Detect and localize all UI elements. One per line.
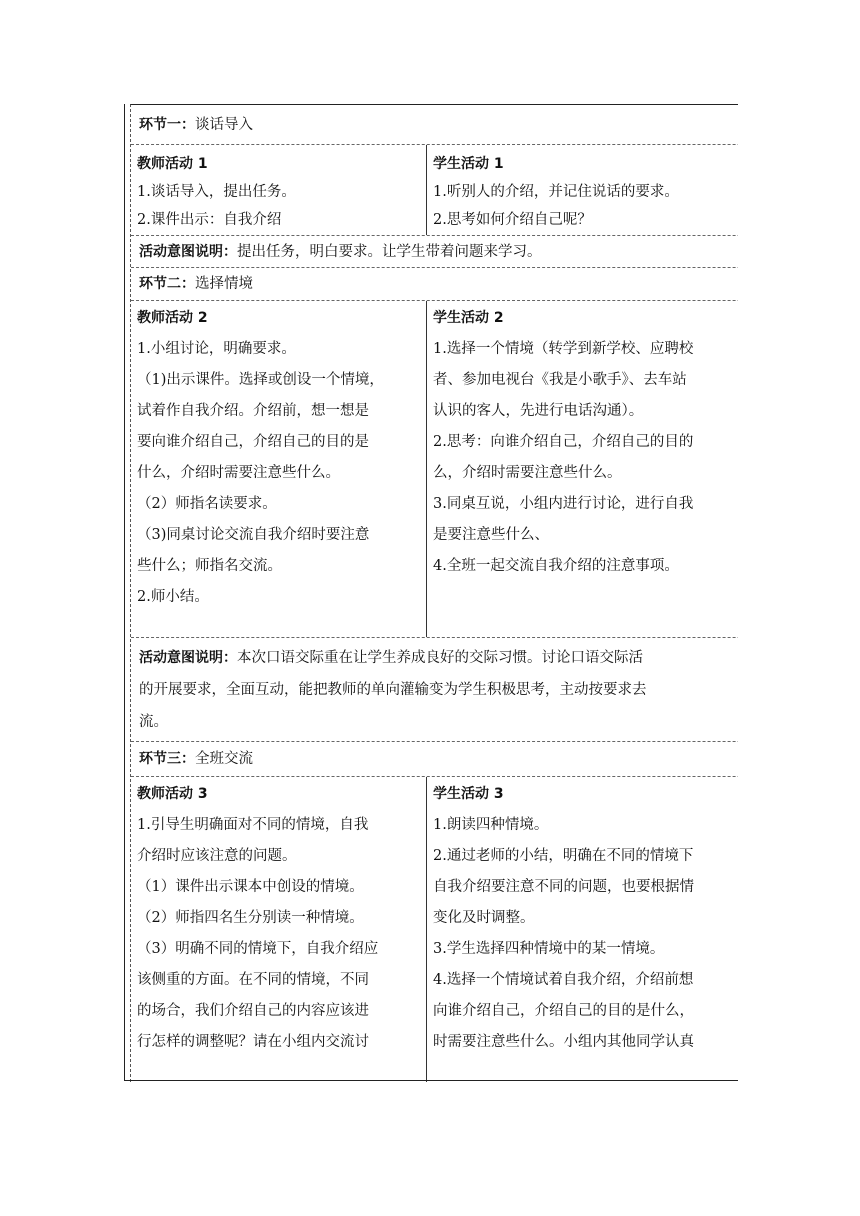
student-activity-3-line: 3.学生选择四种情境中的某一情境。 [433, 941, 665, 957]
student-activity-3-line: 1.朗读四种情境。 [433, 817, 549, 833]
student-activity-2-line: 1.选择一个情境（转学到新学校、应聘校 [433, 341, 694, 357]
teacher-activity-2-line: （2）师指名读要求。 [137, 496, 277, 512]
student-activity-2-line: 3.同桌互说，小组内进行讨论，进行自我 [433, 496, 694, 512]
stage1-label: 环节一： [139, 117, 195, 133]
teacher-activity-3 [131, 777, 426, 1058]
student-activity-2-heading: 学生活动 2 [433, 310, 504, 326]
student-activity-1 [427, 145, 738, 234]
teacher-activity-3-line: （3）明确不同的情境下，自我介绍应 [137, 941, 379, 957]
stage3-title: 全班交流 [195, 751, 253, 767]
stage1-title: 谈话导入 [195, 117, 253, 133]
teacher-activity-3-line: （2）师指四名生分别读一种情境。 [137, 910, 364, 926]
teacher-activity-1 [131, 145, 426, 234]
stage1-header-row [131, 105, 738, 145]
stage2-title: 选择情境 [195, 276, 253, 292]
teacher-activity-3-line: 的场合，我们介绍自己的内容应该进 [137, 1003, 369, 1019]
student-activity-2-line: 认识的客人，先进行电话沟通）。 [433, 403, 644, 419]
intent-line: 流。 [139, 714, 168, 730]
teacher-activity-2-line: 1.小组讨论，明确要求。 [137, 341, 296, 357]
stage2-header-row [131, 268, 738, 301]
stage2-intent-row [131, 638, 738, 742]
student-activity-2-line: 么，介绍时需要注意些什么。 [433, 465, 622, 481]
teacher-activity-1-line: 1.谈话导入，提出任务。 [137, 184, 296, 200]
stage2-header [131, 268, 738, 301]
teacher-activity-3-line: 介绍时应该注意的问题。 [137, 848, 297, 864]
student-activity-3-line: 变化及时调整。 [433, 910, 535, 926]
teacher-activity-2-line: 些什么；师指名交流。 [137, 558, 282, 574]
student-activity-3-line: 时需要注意些什么。小组内其他同学认真 [433, 1034, 694, 1050]
stage1-intent [131, 236, 738, 268]
student-activity-2-line: 是要注意些什么、 [433, 527, 549, 543]
intent-text: 提出任务，明白要求。让学生带着问题来学习。 [237, 244, 542, 260]
stage3-activities-row [131, 777, 738, 1082]
stage2-activities-row [131, 301, 738, 638]
teacher-activity-3-line: 1.引导生明确面对不同的情境，自我 [137, 817, 369, 833]
table-body [130, 104, 738, 1082]
student-activity-2-line: 2.思考：向谁介绍自己，介绍自己的目的 [433, 434, 694, 450]
student-activity-3-line: 2.通过老师的小结，明确在不同的情境下 [433, 848, 694, 864]
intent-line: 的开展要求，全面互动，能把教师的单向灌输变为学生积极思考，主动按要求去 [139, 682, 647, 698]
teacher-activity-2-line: 2.师小结。 [137, 589, 209, 605]
teacher-activity-1-heading: 教师活动 1 [137, 156, 208, 172]
intent-label: 活动意图说明： [139, 650, 237, 666]
stage2-intent [131, 638, 738, 738]
teacher-activity-2-heading: 教师活动 2 [137, 310, 208, 326]
intent-line [139, 642, 738, 674]
student-activity-2-line: 4.全班一起交流自我介绍的注意事项。 [433, 558, 679, 574]
teacher-activity-1-line: 2.课件出示：自我介绍 [137, 212, 282, 228]
student-activity-2 [427, 301, 738, 582]
student-activity-3-line: 4.选择一个情境试着自我介绍，介绍前想 [433, 972, 694, 988]
teacher-activity-2-line: （1)出示课件。选择或创设一个情境， [137, 372, 384, 388]
lesson-plan-table [124, 104, 738, 1081]
teacher-activity-3-line: 该侧重的方面。在不同的情境，不同 [137, 972, 369, 988]
stage3-header [131, 742, 738, 777]
table-bottom-border [124, 1080, 738, 1081]
intent-label: 活动意图说明： [139, 244, 237, 260]
teacher-activity-2-line: 试着作自我介绍。介绍前，想一想是 [137, 403, 369, 419]
student-activity-3-line: 自我介绍要注意不同的问题，也要根据情 [433, 879, 694, 895]
teacher-activity-2-line: （3)同桌讨论交流自我介绍时要注意 [137, 527, 370, 543]
teacher-activity-2 [131, 301, 426, 613]
teacher-activity-2-line: 要向谁介绍自己，介绍自己的目的是 [137, 434, 369, 450]
student-activity-3-line: 向谁介绍自己，介绍自己的目的是什么， [433, 1003, 694, 1019]
stage1-activities-row [131, 145, 738, 236]
stage2-label: 环节二： [139, 276, 195, 292]
student-activity-1-heading: 学生活动 1 [433, 156, 504, 172]
teacher-activity-3-line: 行怎样的调整呢？请在小组内交流讨 [137, 1034, 369, 1050]
student-activity-1-line: 2.思考如何介绍自己呢？ [433, 212, 592, 228]
teacher-activity-3-heading: 教师活动 3 [137, 786, 208, 802]
student-activity-1-line: 1.听别人的介绍，并记住说话的要求。 [433, 184, 679, 200]
student-activity-2-line: 者、参加电视台《我是小歌手》、去车站 [433, 372, 687, 388]
student-activity-3-heading: 学生活动 3 [433, 786, 504, 802]
stage1-header [131, 105, 738, 145]
stage1-intent-row [131, 236, 738, 268]
intent-text: 本次口语交际重在让学生养成良好的交际习惯。讨论口语交际活 [237, 650, 643, 666]
student-activity-3 [427, 777, 738, 1058]
stage3-label: 环节三： [139, 751, 195, 767]
stage3-header-row [131, 742, 738, 777]
teacher-activity-3-line: （1）课件出示课本中创设的情境。 [137, 879, 364, 895]
teacher-activity-2-line: 什么，介绍时需要注意些什么。 [137, 465, 340, 481]
